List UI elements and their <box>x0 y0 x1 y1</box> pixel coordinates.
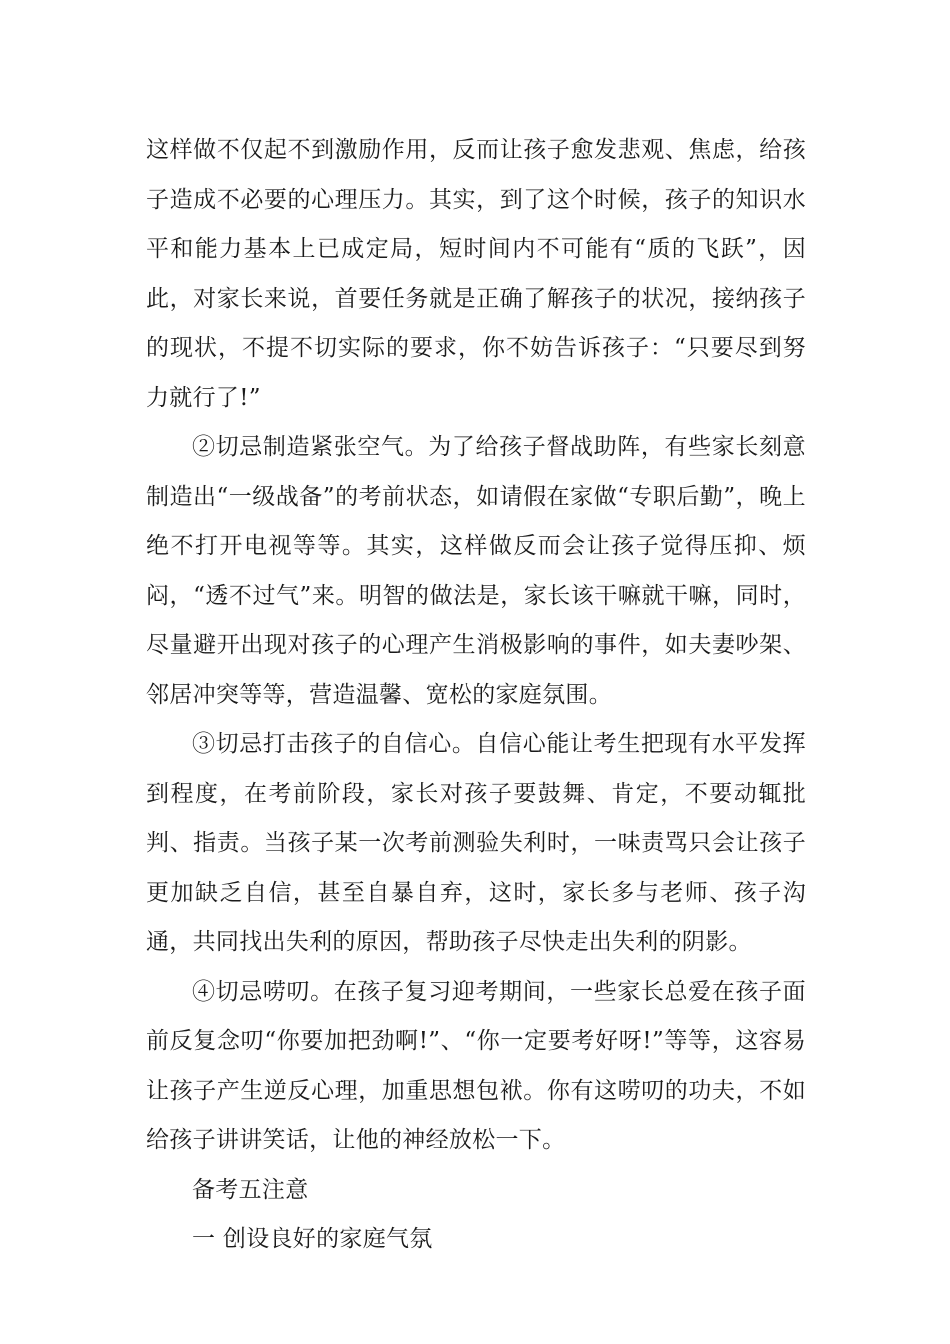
paragraph-tip-3: ③切忌打击孩子的自信心。自信心能让考生把现有水平发挥到程度，在考前阶段，家长对孩子要鼓舞、肯定，不要动辄批判、指责。当孩子某一次考前测验失利时，一味责骂只会让孩子更加缺乏自信，甚至自暴自弃，这时，家长多与老师、孩子沟通，共同找出失利的原因，帮助孩子尽快走出失利的阴影。 <box>146 731 806 955</box>
paragraph-continuation: 这样做不仅起不到激励作用，反而让孩子愈发悲观、焦虑，给孩子造成不必要的心理压力。其实，到了这个时候，孩子的知识水平和能力基本上已成定局，短时间内不可能有“质的飞跃”，因此，对家长来说，首要任务就是正确了解孩子的状况，接纳孩子的现状，不提不切实际的要求，你不妨告诉孩子：“只要尽到努力就行了!” <box>146 137 806 411</box>
paragraph-tip-4: ④切忌唠叨。在孩子复习迎考期间，一些家长总爱在孩子面前反复念叨“你要加把劲啊!”、“你一定要考好呀!”等等，这容易让孩子产生逆反心理，加重思想包袱。你有这唠叨的功夫，不如给孩子讲讲笑话，让他的神经放松一下。 <box>146 978 806 1153</box>
section-title: 备考五注意 <box>192 1176 309 1203</box>
document-body <box>146 126 806 1265</box>
subsection-title: 一 创设良好的家庭气氛 <box>192 1226 433 1252</box>
paragraph-tip-2: ②切忌制造紧张空气。为了给孩子督战助阵，有些家长刻意制造出“一级战备”的考前状态，如请假在家做“专职后勤”，晚上绝不打开电视等等。其实，这样做反而会让孩子觉得压抑、烦闷，“透不过气”来。明智的做法是，家长该干嘛就干嘛，同时，尽量避开出现对孩子的心理产生消极影响的事件，如夫妻吵架、邻居冲突等等，营造温馨、宽松的家庭氛围。 <box>146 434 806 708</box>
